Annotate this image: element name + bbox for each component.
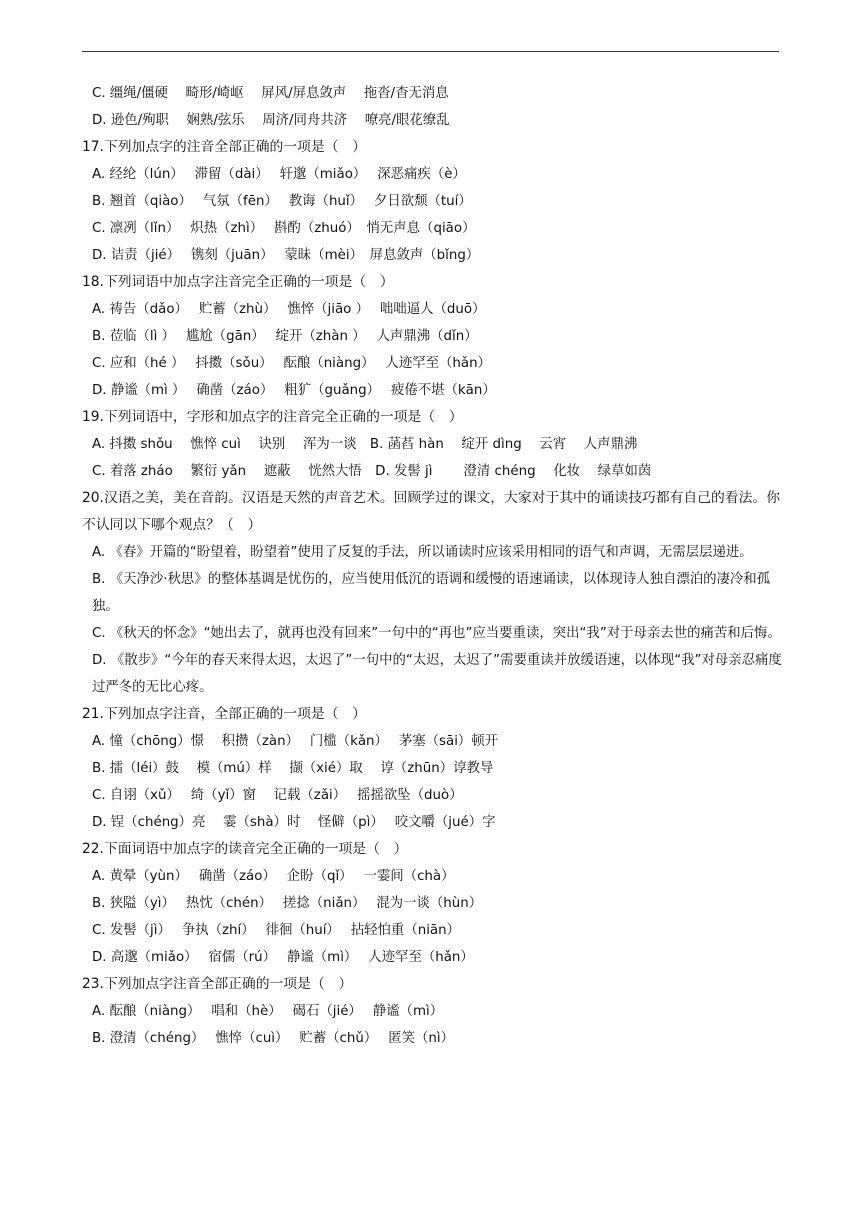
answer-option: C. 应和（hé ） 抖擞（sǒu） 酝酿（niàng） 人迹罕至（hǎn） — [92, 356, 491, 371]
answer-option: C. 着落 zháo 繁衍 yǎn 遮蔽 恍然大悟 D. 发髻 jì 澄清 chéng 化妆 绿草如茵 — [92, 464, 652, 479]
answer-option: C. 自诩（xǔ） 绮（yǐ）窗 记载（zǎi） 摇摇欲坠（duò） — [92, 788, 463, 803]
answer-option: C. 发髻（jì） 争执（zhí） 徘徊（huí） 拈轻怕重（niān） — [92, 923, 461, 938]
answer-option: A. 黄晕（yùn） 确凿（záo） 企盼（qǐ） 一霎间（chà） — [92, 869, 455, 884]
answer-option: D. 《散步》“今年的春天来得太迟，太迟了”一句中的“太迟，太迟了”需要重读并放缓语速，以体现“我”对母亲忍痛度过严冬的无比心疼。 — [92, 653, 782, 695]
answer-option: B. 翘首（qiào） 气氛（fēn） 教诲（huǐ） 夕日欲颓（tuí） — [92, 194, 472, 209]
question-stem: 18.下列词语中加点字注音完全正确的一项是（ ） — [82, 274, 394, 290]
answer-option: D. 静谧（mì ） 确凿（záo） 粗犷（guǎng） 疲倦不堪（kān） — [92, 383, 496, 398]
answer-option: C. 缰绳/僵硬 畸形/崎岖 屏风/屏息敛声 拖沓/杳无消息 — [92, 86, 449, 101]
answer-option: D. 逊色/殉职 娴熟/弦乐 周济/同舟共济 嘹亮/眼花缭乱 — [92, 113, 450, 128]
answer-option: D. 高邈（miǎo） 宿儒（rú） 静谧（mì） 人迹罕至（hǎn） — [92, 950, 474, 965]
question-stem: 21.下列加点字注音，全部正确的一项是（ ） — [82, 706, 367, 722]
header-rule — [82, 51, 779, 52]
answer-option: C. 《秋天的怀念》“她出去了，就再也没有回来”一句中的“再也”应当要重读，突出“我”对于母亲去世的痛苦和后悔。 — [92, 626, 781, 641]
answer-option: A. 抖擞 shǒu 憔悴 cuì 诀别 浑为一谈 B. 菡萏 hàn 绽开 dìng 云宵 人声鼎沸 — [92, 437, 638, 452]
answer-option: C. 凛冽（lǐn） 炽热（zhì） 斟酌（zhuó） 悄无声息（qiāo） — [92, 221, 476, 236]
question-stem: 17.下列加点字的注音全部正确的一项是（ ） — [82, 139, 367, 155]
answer-option: B. 澄清（chéng） 憔悴（cuì） 贮蓄（chǔ） 匿笑（nì） — [92, 1031, 454, 1046]
answer-option: A. 祷告（dǎo） 贮蓄（zhù） 憔悴（jiāo ） 咄咄逼人（duō） — [92, 302, 486, 317]
answer-option: A. 《春》开篇的“盼望着，盼望着”使用了反复的手法，所以诵读时应该采用相同的语气和声调，无需层层递进。 — [92, 545, 753, 560]
question-stem: 22.下面词语中加点字的读音完全正确的一项是（ ） — [82, 841, 408, 857]
answer-option: A. 经纶（lún） 滞留（dài） 轩邈（miǎo） 深恶痛疾（è） — [92, 167, 466, 182]
answer-option: A. 酝酿（niàng） 唱和（hè） 碣石（jié） 静谧（mì） — [92, 1004, 444, 1019]
question-stem: 20.汉语之美，美在音韵。汉语是天然的声音艺术。回顾学过的课文，大家对于其中的诵读技巧都有自己的看法。你不认同以下哪个观点？（ ） — [82, 490, 780, 533]
document-body — [82, 80, 782, 1052]
answer-option: B. 擂（léi）鼓 模（mú）样 撷（xié）取 谆（zhūn）谆教导 — [92, 761, 494, 776]
answer-option: D. 诘责（jié） 镌刻（juān） 蒙昧（mèi） 屏息敛声（bǐng） — [92, 248, 480, 263]
question-stem: 19.下列词语中，字形和加点字的注音完全正确的一项是（ ） — [82, 409, 463, 425]
answer-option: B. 莅临（lì ） 尴尬（gān） 绽开（zhàn ） 人声鼎沸（dǐn） — [92, 329, 478, 344]
answer-option: B. 《天净沙·秋思》的整体基调是忧伤的，应当使用低沉的语调和缓慢的语速诵读，以体现诗人独自漂泊的凄冷和孤独。 — [92, 572, 771, 614]
answer-option: B. 狭隘（yì） 热忱（chén） 搓捻（niǎn） 混为一谈（hùn） — [92, 896, 483, 911]
answer-option: A. 憧（chōng）憬 积攒（zàn） 门槛（kǎn） 茅塞（sāi）顿开 — [92, 734, 499, 749]
question-stem: 23.下列加点字注音全部正确的一项是（ ） — [82, 976, 353, 992]
answer-option: D. 锃（chéng）亮 霎（shà）时 怪僻（pì） 咬文嚼（jué）字 — [92, 815, 496, 830]
